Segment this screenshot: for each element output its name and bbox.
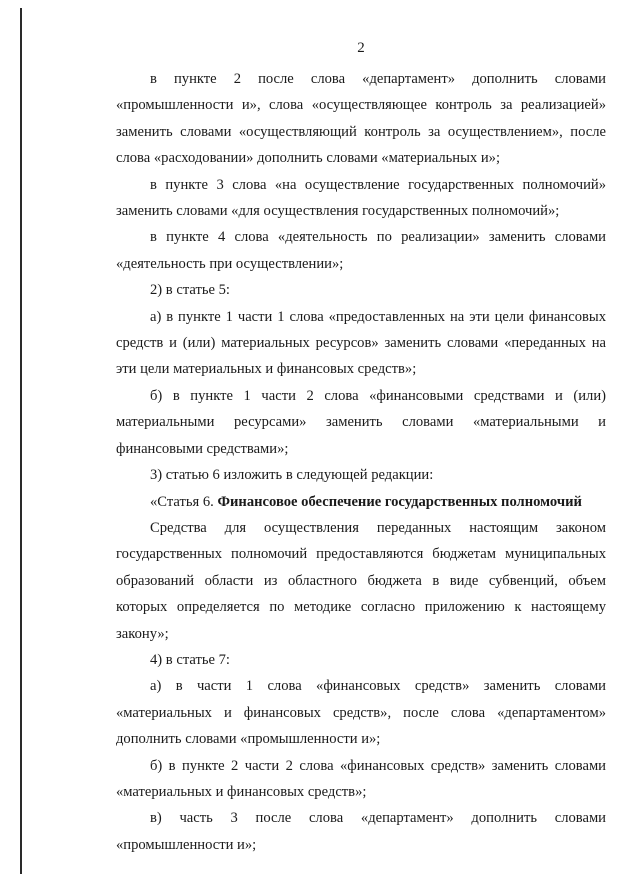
paragraph: в) часть 3 после слова «департамент» дополнить словами «промышленности и»;	[116, 810, 606, 853]
paragraph: в пункте 3 слова «на осуществление государственных полномочий» заменить словами «для осуществления государственных полномочий»;	[116, 176, 606, 220]
article-heading-title: Финансовое обеспечение государственных полномочий	[217, 493, 582, 510]
paragraph: б) в пункте 1 части 2 слова «финансовыми средствами и (или) материальными ресурсами» заменить словами «материальными и финансовыми средствами»;	[116, 387, 606, 457]
document-body	[116, 66, 606, 858]
list-item-heading: 4) в статье 7:	[150, 651, 230, 668]
list-item-heading: 3) статью 6 изложить в следующей редакции:	[150, 467, 434, 484]
paragraph: в пункте 4 слова «деятельность по реализации» заменить словами «деятельность при осуществлении»;	[116, 229, 606, 272]
paragraph: б) в пункте 2 части 2 слова «финансовых средств» заменить словами «материальных и финансовых средств»;	[116, 757, 606, 800]
paragraph: Средства для осуществления переданных настоящим законом государственных полномочий предоставляются бюджетам муниципальных образований области из областного бюджета в виде субвенций, объем которых определяется по методике согласно приложению к настоящему закону»;	[116, 519, 606, 642]
article-heading-prefix: «Статья 6.	[150, 493, 218, 510]
list-item-heading: 2) в статье 5:	[150, 282, 230, 299]
paragraph: а) в части 1 слова «финансовых средств» заменить словами «материальных и финансовых средств», после слова «департаментом» дополнить словами «промышленности и»;	[116, 678, 606, 748]
paragraph: в пункте 2 после слова «департамент» дополнить словами «промышленности и», слова «осуществляющее контроль за реализацией» заменить словами «осуществляющий контроль за осуществлением», после слова «расходовании» дополнить словами «материальных и»;	[116, 71, 606, 167]
left-margin-line	[20, 8, 22, 874]
article-heading	[116, 489, 606, 515]
paragraph: а) в пункте 1 части 1 слова «предоставленных на эти цели финансовых средств и (или) материальных ресурсов» заменить словами «переданных на эти цели материальных и финансовых средств»;	[116, 308, 606, 378]
page-number: 2	[357, 40, 365, 56]
